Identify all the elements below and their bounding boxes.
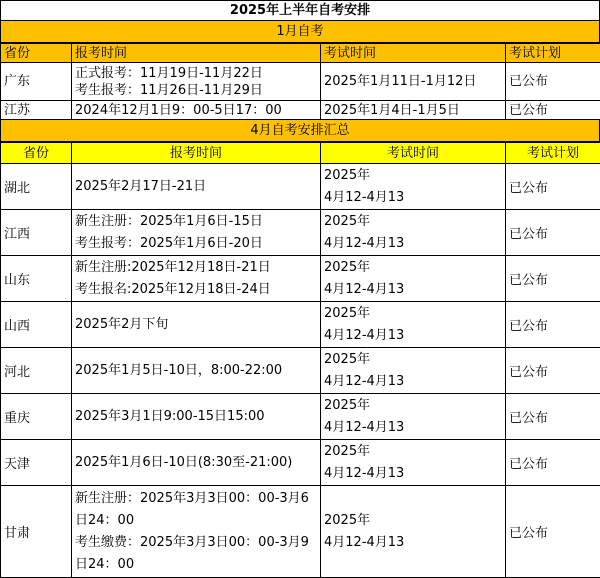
registration-cell [72,302,321,348]
registration-line: 日24：00 [75,510,320,532]
plan-cell: 已公布 [506,164,600,210]
exam-dates: 4月12-4月13 [324,187,505,209]
plan-cell: 已公布 [506,440,600,486]
table-row [1,440,600,486]
registration-cell [72,440,321,486]
header-plan: 考试计划 [506,143,600,164]
header-exam-time: 考试时间 [321,143,506,164]
plan-cell: 已公布 [506,302,600,348]
province-cell: 山东 [1,256,72,302]
header-province: 省份 [1,44,72,63]
plan-cell: 已公布 [506,210,600,256]
exam-year: 2025年 [324,510,505,532]
exam-year: 2025年 [324,211,505,233]
table-row [1,348,600,394]
exam-year: 2025年 [324,395,505,417]
registration-line: 考生报名:2025年12月18日-24日 [75,279,320,301]
registration-line: 新生注册:2025年12月18日-21日 [75,257,320,279]
registration-cell [72,394,321,440]
province-cell: 江西 [1,210,72,256]
registration-line: 2025年2月17日-21日 [75,176,320,198]
exam-dates: 4月12-4月13 [324,325,505,347]
table-row [1,210,600,256]
plan-cell: 已公布 [506,256,600,302]
province-cell: 甘肃 [1,486,72,578]
exam-time-cell [321,210,506,256]
province-cell: 河北 [1,348,72,394]
apr-table [0,142,600,578]
section-jan-title: 1月自考 [0,21,600,43]
header-registration: 报考时间 [72,143,321,164]
header-registration: 报考时间 [72,44,321,63]
table-row [1,101,600,120]
header-exam-time: 考试时间 [321,44,506,63]
registration-line: 考生报考：2025年1月6日-20日 [75,233,320,255]
plan-cell: 已公布 [506,63,600,101]
exam-time-cell: 2025年1月4日-1月5日 [321,101,506,120]
table-row [1,256,600,302]
table-row [1,486,600,578]
plan-cell: 已公布 [506,486,600,578]
exam-year: 2025年 [324,349,505,371]
jan-table [0,43,600,120]
province-cell: 江苏 [1,101,72,120]
registration-line: 新生注册：2025年1月6日-15日 [75,211,320,233]
exam-time-cell [321,302,506,348]
registration-line: 考生缴费：2025年3月3日00：00-3月9 [75,532,320,554]
registration-cell [72,210,321,256]
exam-dates: 4月12-4月13 [324,463,505,485]
exam-time-cell [321,256,506,302]
table-row [1,63,600,101]
registration-cell [72,256,321,302]
province-cell: 山西 [1,302,72,348]
province-cell: 重庆 [1,394,72,440]
registration-line: 考生报考：11月26日-11月29日 [75,82,320,99]
province-cell: 天津 [1,440,72,486]
table-row [1,302,600,348]
registration-line: 新生注册：2025年3月3日00：00-3月6 [75,488,320,510]
registration-line: 正式报考：11月19日-11月22日 [75,65,320,82]
exam-time-cell [321,486,506,578]
header-province: 省份 [1,143,72,164]
registration-line: 2025年2月下旬 [75,314,320,336]
exam-dates: 4月12-4月13 [324,279,505,301]
registration-cell [72,486,321,578]
exam-time-cell: 2025年1月11日-1月12日 [321,63,506,101]
plan-cell: 已公布 [506,348,600,394]
jan-header-row [1,44,600,63]
exam-year: 2025年 [324,257,505,279]
section-apr-title: 4月自考安排汇总 [0,120,600,142]
registration-line: 2025年3月1日9:00-15日15:00 [75,406,320,428]
table-row [1,164,600,210]
registration-cell [72,164,321,210]
registration-line: 2025年1月6日-10日(8:30至-21:00) [75,452,320,474]
exam-dates: 4月12-4月13 [324,371,505,393]
exam-dates: 4月12-4月13 [324,532,505,554]
exam-year: 2025年 [324,303,505,325]
registration-cell: 2024年12月1日9：00-5日17：00 [72,101,321,120]
province-cell: 广东 [1,63,72,101]
exam-time-cell [321,164,506,210]
exam-time-cell [321,440,506,486]
registration-cell [72,348,321,394]
exam-dates: 4月12-4月13 [324,417,505,439]
registration-line: 日24：00 [75,554,320,576]
exam-dates: 4月12-4月13 [324,233,505,255]
exam-time-cell [321,348,506,394]
exam-year: 2025年 [324,165,505,187]
exam-time-cell [321,394,506,440]
table-row [1,394,600,440]
header-plan: 考试计划 [506,44,600,63]
exam-year: 2025年 [324,441,505,463]
plan-cell: 已公布 [506,101,600,120]
registration-cell [72,63,321,101]
province-cell: 湖北 [1,164,72,210]
plan-cell: 已公布 [506,394,600,440]
apr-header-row [1,143,600,164]
registration-line: 2025年1月5日-10日，8:00-22:00 [75,360,320,382]
page-title: 2025年上半年自考安排 [0,0,600,21]
